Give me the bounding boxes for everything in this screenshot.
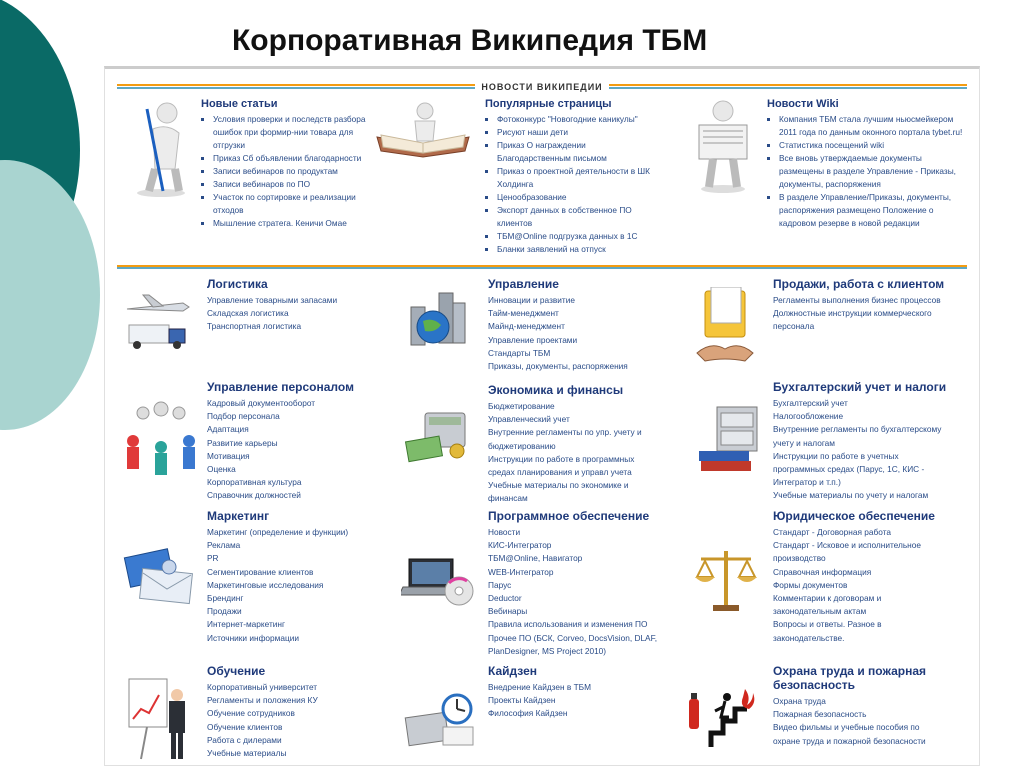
section-title[interactable]: Управление (488, 277, 559, 291)
news-wiki-news (767, 98, 967, 230)
section-link[interactable]: Реклама (207, 540, 241, 551)
news-new-articles (201, 98, 371, 230)
people-network-icon (121, 399, 201, 479)
section-title[interactable]: Программное обеспечение (488, 509, 650, 523)
news-item[interactable]: ▪ Записи вебинаров по продуктам (213, 165, 371, 178)
section-link[interactable]: Управление проектами (488, 334, 578, 345)
section-link[interactable]: Учебные материалы по экономике и (488, 480, 629, 491)
page-title: Корпоративная Википедия ТБМ (232, 24, 708, 57)
section-link[interactable]: Прочее ПО (БСК, Corveo, DocsVision, DLAF, (488, 632, 658, 643)
news-item[interactable]: ▪ Участок по сортировке и реализации отходов (213, 191, 371, 217)
section-link[interactable]: Управление товарными запасами (207, 295, 338, 305)
section-training (207, 664, 382, 760)
filing-cabinet-books-icon (693, 405, 763, 477)
airplane-truck-icon (123, 291, 193, 351)
section-link[interactable]: Управленческий учет (488, 414, 570, 425)
section-link[interactable]: Маркетинговые исследования (207, 579, 324, 590)
section-legal (773, 509, 973, 645)
section-link[interactable]: Видео фильмы и учебные пособия по (773, 722, 920, 733)
section-link[interactable]: Приказы, документы, распоряжения (488, 361, 628, 372)
section-link[interactable]: Парус (488, 579, 512, 590)
section-link[interactable]: Бухгалтерский учет (773, 398, 848, 408)
section-title[interactable]: Логистика (207, 277, 268, 291)
section-link[interactable]: Регламенты выполнения бизнес процессов (773, 295, 941, 305)
news-item[interactable]: ▪ Приказ Сб объявлении благодарности (213, 152, 371, 165)
scales-of-justice-icon (693, 543, 759, 615)
section-title[interactable]: Экономика и финансы (488, 383, 624, 397)
section-management (488, 277, 678, 373)
section-link[interactable]: учету и налогам (773, 437, 836, 448)
section-hr (207, 380, 382, 503)
section-divider (117, 265, 967, 269)
clock-calculator-icon (403, 689, 477, 749)
section-link[interactable]: PlanDesigner, MS Project 2010) (488, 645, 607, 656)
section-link[interactable]: Бюджетирование (488, 401, 555, 411)
section-software (488, 509, 683, 658)
section-safety (773, 664, 969, 748)
presentation-board-icon (127, 675, 191, 761)
section-link[interactable]: Проекты Кайдзен (488, 695, 556, 706)
section-link[interactable]: Правила использования и изменения ПО (488, 619, 648, 630)
section-link[interactable]: Майнд-менеджмент (488, 321, 565, 332)
section-link[interactable]: Транспортная логистика (207, 321, 302, 332)
open-book-icon (373, 99, 473, 159)
section-link[interactable]: Корпоративный университет (207, 682, 318, 692)
calculator-money-icon (403, 409, 473, 467)
section-link[interactable]: законодательстве. (773, 632, 845, 643)
laptop-disc-icon (401, 555, 475, 611)
section-link[interactable]: Тайм-менеджмент (488, 308, 559, 319)
globe-buildings-icon (405, 289, 473, 351)
news-item[interactable]: ▪ Рисуют наши дети (497, 126, 661, 139)
section-link[interactable]: Маркетинг (определение и функции) (207, 527, 349, 537)
section-link[interactable]: Сегментирование клиентов (207, 566, 314, 577)
section-link[interactable]: Стандарт - Договорная работа (773, 527, 892, 537)
section-link[interactable]: финансам (488, 493, 528, 504)
section-link[interactable]: Складская логистика (207, 308, 289, 319)
section-link[interactable]: Развитие карьеры (207, 437, 278, 448)
section-title[interactable]: Кайдзен (488, 664, 538, 678)
section-link[interactable]: производство (773, 553, 826, 564)
section-link[interactable]: Корпоративная культура (207, 477, 302, 488)
wiki-portal (104, 66, 980, 766)
section-link[interactable]: КИС-Интегратор (488, 540, 552, 551)
section-marketing (207, 509, 382, 645)
news-header (105, 77, 979, 93)
section-title[interactable]: Маркетинг (207, 509, 270, 523)
section-sales (773, 277, 973, 334)
news-popular-pages (485, 98, 661, 256)
section-link[interactable]: Налогообложение (773, 411, 844, 422)
section-link[interactable]: Учебные материалы по учету и налогам (773, 490, 929, 501)
folder-handshake-icon (693, 287, 757, 367)
section-link[interactable]: Источники информации (207, 632, 299, 643)
section-economics (488, 383, 678, 506)
section-link[interactable]: Инструкции по работе в учетных (773, 450, 899, 461)
section-link[interactable]: Формы документов (773, 579, 848, 590)
section-link[interactable]: Справочник должностей (207, 490, 301, 501)
news-item[interactable]: ▪ Приказ о проектной деятельности в ШК Холдинга (497, 165, 661, 191)
section-link[interactable]: средах планирования и управл учета (488, 467, 632, 478)
section-link[interactable]: Новости (488, 527, 521, 537)
section-link[interactable]: Охрана труда (773, 696, 826, 706)
news-item[interactable]: ▪ ТБМ@Online подгрузка данных в 1С (497, 230, 661, 243)
news-item[interactable]: ▪ Экспорт данных в собственное ПО клиентов (497, 204, 661, 230)
section-link[interactable]: Обучение клиентов (207, 721, 283, 732)
section-title[interactable]: Управление персоналом (207, 380, 354, 394)
advertising-envelopes-icon (121, 547, 199, 613)
news-item[interactable]: ▪ В разделе Управление/Приказы, документы, распоряжения размещено Положение о кадровом резерве в новой редакции (779, 191, 967, 230)
section-link[interactable]: Вопросы и ответы. Разное в (773, 619, 882, 630)
news-item[interactable]: ▪ Фотоконкурс "Новогодние каникулы" (497, 113, 661, 126)
section-link[interactable]: законодательным актам (773, 606, 867, 617)
section-link[interactable]: Инновации и развитие (488, 295, 575, 305)
news-item[interactable]: ▪ Приказ О награждении Благодарственным письмом (497, 139, 661, 165)
section-link[interactable]: Философия Кайдзен (488, 708, 568, 719)
news-item[interactable]: ▪ Все вновь утверждаемые документы размещены в разделе Управление - Приказы, документы, распоряжения (779, 152, 967, 191)
section-link[interactable]: ТБМ@Online, Навигатор (488, 553, 583, 564)
section-link[interactable]: Подбор персонала (207, 411, 280, 422)
section-link[interactable]: Стандарт - Исковое и исполнительное (773, 540, 921, 551)
section-link[interactable]: Мотивация (207, 450, 250, 461)
person-writing-icon (123, 99, 195, 199)
section-link[interactable]: персонала (773, 321, 815, 332)
section-link[interactable]: Внедрение Кайдзен в ТБМ (488, 682, 592, 692)
section-link[interactable]: Брендинг (207, 593, 244, 604)
section-link[interactable]: Комментарии к договорам и (773, 593, 882, 604)
section-kaizen (488, 664, 678, 721)
section-title[interactable]: Юридическое обеспечение (773, 509, 935, 523)
section-link[interactable]: Работа с дилерами (207, 734, 282, 745)
news-item[interactable]: ▪ Записи вебинаров по ПО (213, 178, 371, 191)
section-link[interactable]: Кадровый документооборот (207, 398, 316, 408)
news-item[interactable]: ▪ Ценообразование (497, 191, 661, 204)
section-link[interactable]: PR (207, 553, 219, 564)
section-link[interactable]: программных средах (Парус, 1С, КИС - (773, 464, 925, 475)
fire-safety-icon (685, 683, 759, 751)
section-link[interactable]: Учебные материалы (207, 748, 287, 759)
section-link[interactable]: Пожарная безопасность (773, 709, 867, 720)
section-link[interactable]: Адаптация (207, 424, 249, 435)
news-item[interactable]: ▪ Компания ТБМ стала лучшим ньюсмейкером 2011 года по данным оконного портала tybet.ru! (779, 113, 967, 139)
news-popular-pages-title[interactable]: Популярные страницы (485, 98, 612, 110)
section-link[interactable]: Deductor (488, 593, 522, 604)
section-link[interactable]: WEB-Интегратор (488, 566, 554, 577)
news-item[interactable]: ▪ Бланки заявлений на отпуск (497, 243, 661, 256)
news-wiki-news-title[interactable]: Новости Wiki (767, 98, 839, 110)
section-link[interactable]: Оценка (207, 464, 236, 475)
section-link[interactable]: Инструкции по работе в программных (488, 453, 635, 464)
section-title[interactable]: Охрана труда и пожарная безопасность (773, 664, 927, 692)
section-title[interactable]: Обучение (207, 664, 266, 678)
news-new-articles-title[interactable]: Новые статьи (201, 98, 278, 110)
news-header-label: НОВОСТИ ВИКИПЕДИИ (475, 82, 608, 92)
decorative-circle-light (0, 160, 100, 430)
section-link[interactable]: Регламенты и положения КУ (207, 695, 318, 706)
news-item[interactable]: ▪ Мышление стратега. Кеничи Омае (213, 217, 371, 230)
section-link[interactable]: Вебинары (488, 606, 528, 617)
section-link[interactable]: Внутренние регламенты по бухгалтерскому (773, 424, 942, 435)
section-link[interactable]: Стандарты ТБМ (488, 347, 551, 358)
news-item[interactable]: ▪ Статистика посещений wiki (779, 139, 967, 152)
section-link[interactable]: Должностные инструкции коммерческого (773, 308, 932, 319)
section-title[interactable]: Бухгалтерский учет и налоги (773, 380, 947, 394)
section-logistics (207, 277, 382, 334)
section-title[interactable]: Продажи, работа с клиентом (773, 277, 945, 291)
section-link[interactable]: Интернет-маркетинг (207, 619, 286, 630)
section-link[interactable]: Интегратор и т.п.) (773, 477, 841, 488)
section-link[interactable]: Обучение сотрудников (207, 708, 295, 719)
section-link[interactable]: бюджетированию (488, 440, 556, 451)
section-link[interactable]: охране труда и пожарной безопасности (773, 735, 926, 746)
section-accounting (773, 380, 973, 503)
section-link[interactable]: Справочная информация (773, 566, 872, 577)
section-link[interactable]: Продажи (207, 606, 242, 617)
person-reading-newspaper-icon (687, 99, 759, 195)
section-link[interactable]: Внутренние регламенты по упр. учету и (488, 427, 642, 438)
news-item[interactable]: ▪ Условия проверки и последств разбора ошибок при формир-нии товара для отгрузки (213, 113, 371, 152)
